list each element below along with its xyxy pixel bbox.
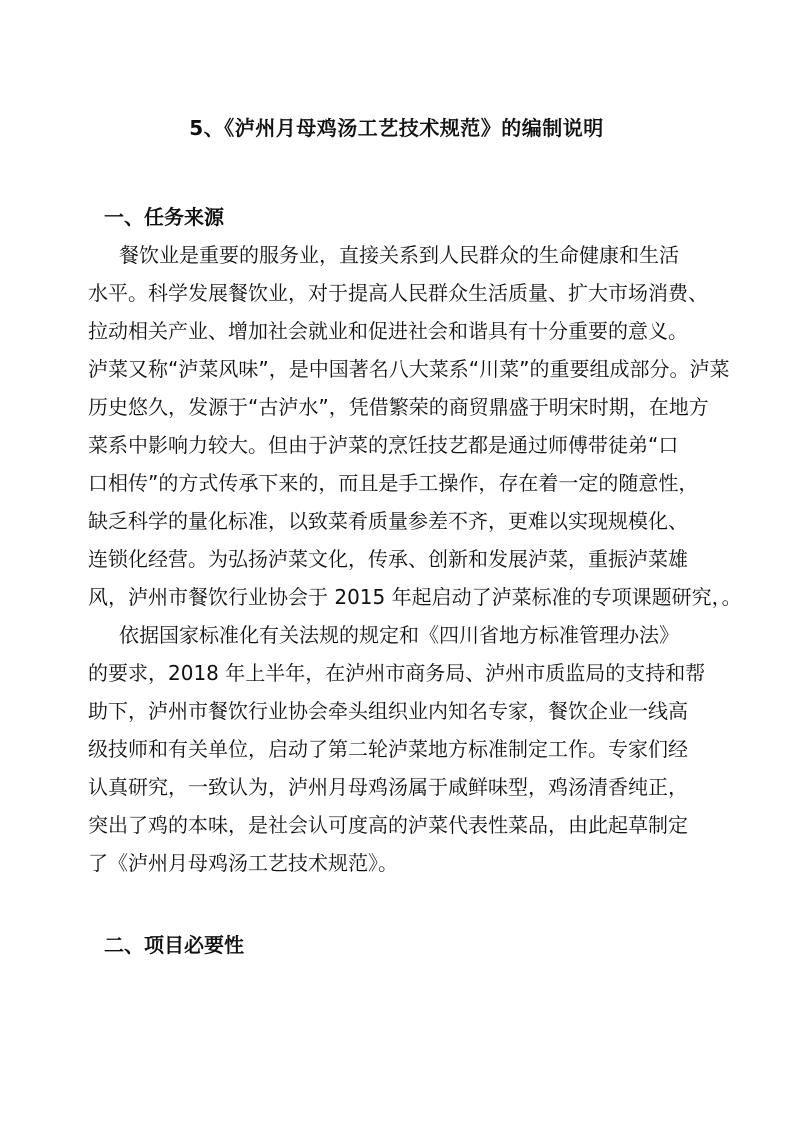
paragraph-line: 风，泸州市餐饮行业协会于 2015 年起启动了泸菜标准的专项课题研究，。: [88, 585, 742, 609]
paragraph-line: 突出了鸡的本味，是社会认可度高的泸菜代表性菜品，由此起草制定: [88, 813, 688, 837]
paragraph-line: 缺乏科学的量化标准，以致菜肴质量参差不齐，更难以实现规模化、: [88, 509, 688, 533]
paragraph-line: 口相传”的方式传承下来的，而且是手工操作，存在着一定的随意性，: [88, 471, 699, 495]
paragraph-line: 依据国家标准化有关法规的规定和《四川省地方标准管理办法》: [119, 623, 679, 647]
paragraph-line: 水平。科学发展餐饮业，对于提高人民群众生活质量、扩大市场消费、: [88, 281, 708, 305]
paragraph-line: 餐饮业是重要的服务业，直接关系到人民群众的生命健康和生活: [119, 243, 679, 267]
document-title: 5、《泸州月母鸡汤工艺技术规范》的编制说明: [189, 116, 604, 140]
paragraph-line: 了《泸州月母鸡汤工艺技术规范》。: [88, 851, 398, 875]
paragraph-line: 历史悠久，发源于“古泸水”，凭借繁荣的商贸鼎盛于明宋时期，在地方: [88, 395, 709, 419]
paragraph-line: 菜系中影响力较大。但由于泸菜的烹饪技艺都是通过师傅带徒弟“口: [88, 433, 679, 457]
paragraph-line: 泸菜又称“泸菜风味”，是中国著名八大菜系“川菜”的重要组成部分。泸菜: [88, 357, 730, 381]
paragraph-line: 拉动相关产业、增加社会就业和促进社会和谐具有十分重要的意义。: [88, 319, 688, 343]
paragraph-line: 认真研究，一致认为，泸州月母鸡汤属于咸鲜味型，鸡汤清香纯正，: [88, 775, 688, 799]
paragraph-line: 助下，泸州市餐饮行业协会牵头组织业内知名专家，餐饮企业一线高: [88, 699, 688, 723]
paragraph-line: 级技师和有关单位，启动了第二轮泸菜地方标准制定工作。专家们经: [88, 737, 688, 761]
section-heading-task-source: 一、任务来源: [104, 205, 224, 229]
section-heading-necessity: 二、项目必要性: [104, 933, 244, 957]
paragraph-line: 的要求，2018 年上半年，在泸州市商务局、泸州市质监局的支持和帮: [88, 661, 706, 685]
paragraph-line: 连锁化经营。为弘扬泸菜文化，传承、创新和发展泸菜，重振泸菜雄: [88, 547, 688, 571]
